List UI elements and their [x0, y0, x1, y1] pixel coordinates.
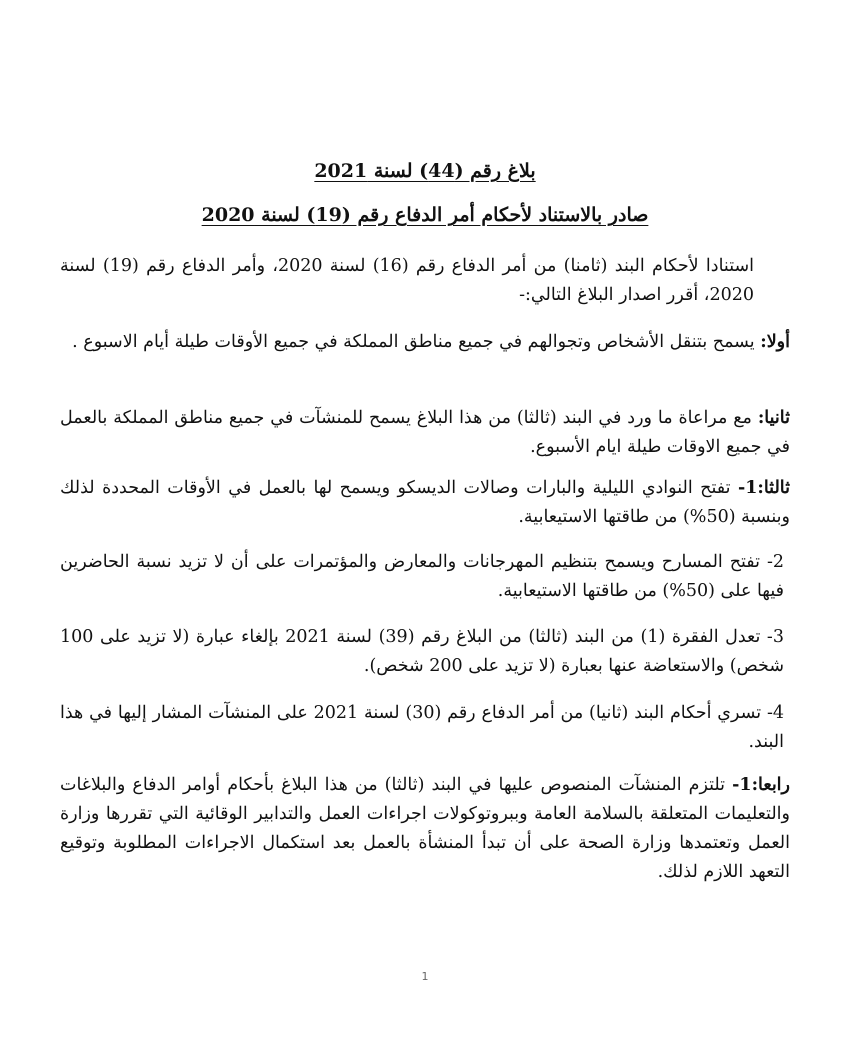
clause-third-4-text: 4- تسري أحكام البند (ثانيا) من أمر الدفاع رقم (30) لسنة 2021 على المنشآت المشار إليها في هذا البند.: [60, 703, 785, 752]
clause-third-2: [60, 548, 784, 606]
clause-third-3-text: 3- تعدل الفقرة (1) من البند (ثالثا) من البلاغ رقم (39) لسنة 2021 بإلغاء عبارة (لا تزيد على 100 شخص) والاستعاضة عنها بعبارة (لا تزيد على 200 شخص).: [60, 627, 784, 676]
clause-third-1-text: تفتح النوادي الليلية والبارات وصالات الديسكو ويسمح لها بالعمل في الأوقات المحددة لذلك وبنسبة (50%) من طاقتها الاستيعابية.: [60, 478, 790, 527]
page-number: 1: [421, 970, 429, 983]
clause-first: [60, 328, 790, 357]
clause-fourth-label: رابعا:1-: [732, 775, 790, 795]
clause-third-3: [60, 623, 784, 681]
document-subtitle: صادر بالاستناد لأحكام أمر الدفاع رقم (19) لسنة 2020: [201, 204, 649, 226]
intro-paragraph: استنادا لأحكام البند (ثامنا) من أمر الدفاع رقم (16) لسنة 2020، وأمر الدفاع رقم (19) لسنة 2020، أقرر اصدار البلاغ التالي:-: [60, 256, 754, 305]
document-title: بلاغ رقم (44) لسنة 2021: [314, 160, 536, 182]
clause-third-2-text: 2- تفتح المسارح ويسمح بتنظيم المهرجانات والمعارض والمؤتمرات على أن لا تزيد نسبة الحاضرين فيها على (50%) من طاقتها الاستيعابية.: [60, 552, 784, 601]
clause-third-4: [60, 699, 784, 757]
clause-fourth-1-text: تلتزم المنشآت المنصوص عليها في البند (ثالثا) من هذا البلاغ بأحكام أوامر الدفاع والبلاغات والتعليمات المتعلقة بالسلامة العامة وببروتوكولات اجراءات العمل والتدابير الوقائية التي تقررها وزارة العمل وتعتمدها وزارة الصحة على أن تبدأ المنشأة بالعمل بعد استكمال الاجراءات المطلوبة وتوقيع التعهد اللازم لذلك.: [60, 775, 790, 882]
clause-second-label: ثانيا:: [757, 408, 790, 428]
clause-fourth-1: [60, 771, 790, 887]
clause-first-label: أولا:: [760, 332, 790, 352]
clause-third-1: [60, 474, 790, 532]
clause-first-text: يسمح بتنقل الأشخاص وتجوالهم في جميع مناطق المملكة في جميع الأوقات طيلة أيام الاسبوع .: [72, 332, 761, 352]
clause-second: [60, 404, 790, 462]
clause-second-text: مع مراعاة ما ورد في البند (ثالثا) من هذا البلاغ يسمح للمنشآت في جميع مناطق المملكة بالعمل في جميع الاوقات طيلة ايام الأسبوع.: [60, 408, 790, 457]
clause-third-label: ثالثا:1-: [737, 478, 790, 498]
